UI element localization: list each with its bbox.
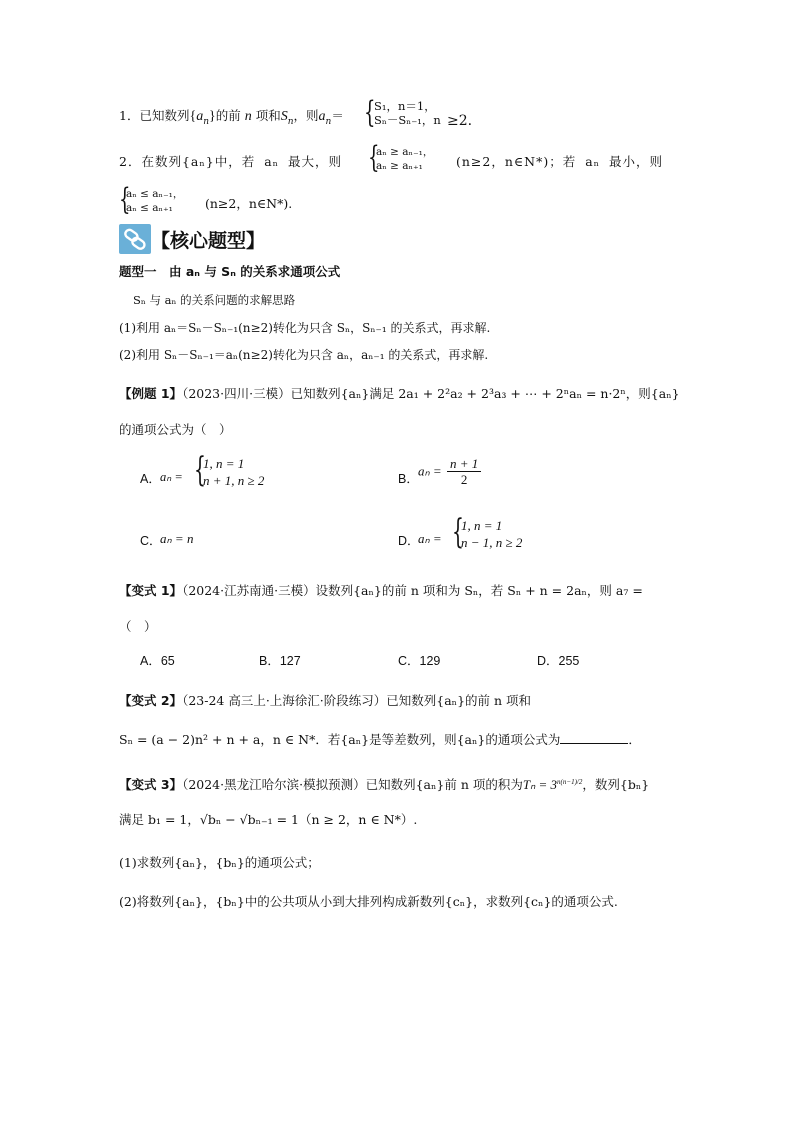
item-1-a-sub: n (325, 117, 332, 127)
var1-text: 设数列{aₙ}的前 n 项和为 Sₙ，若 Sₙ + n = 2aₙ，则 a₇ = (315, 583, 643, 598)
item-2-brace-2: { (119, 182, 131, 217)
var3-text: 已知数列{aₙ}前 n 项的积为 (365, 777, 523, 793)
ex1-option-b-fraction (447, 456, 481, 487)
var3-q2: (2)将数列{aₙ}，{bₙ}中的公共项从小到大排列构成新数列{cₙ}，求数列{cₙ}的通项公式. (119, 894, 618, 909)
ex1-option-a-lhs: aₙ = (160, 470, 183, 484)
item-2-c1: aₙ ≥ aₙ₋₁， (376, 146, 434, 158)
var2-text2a: Sₙ = (a − 2)n² + n + a，n ∈ N*．若{aₙ}是等差数列，则{aₙ}的通项公式为 (119, 732, 561, 747)
var2-line (119, 693, 531, 709)
type1-heading: 题型一 由 aₙ 与 Sₙ 的关系求通项公式 (119, 264, 341, 279)
var2-answer-blank[interactable] (560, 731, 628, 744)
item-1-n: n (244, 109, 252, 124)
var1-label: 【变式 1】 (119, 583, 183, 598)
item-2-cases-2 (126, 187, 183, 215)
var1-text2: （ ） (119, 619, 157, 634)
item-1-mid2: 项和 (255, 108, 281, 123)
item-1-mid: 的前 (215, 108, 241, 123)
item-1-tail: ≥2. (447, 113, 473, 129)
item-1-seq-sub: n (203, 117, 209, 127)
ex1-option-d-cases (461, 517, 522, 551)
var3-text2: 满足 b₁ = 1，√bₙ − √bₙ₋₁ = 1（n ≥ 2，n ∈ N*）. (119, 812, 418, 827)
ex1-option-c-label[interactable]: C． (140, 534, 162, 548)
type1-sub: Sₙ 与 aₙ 的关系问题的求解思路 (133, 293, 296, 307)
ex1-option-a-cases (203, 455, 264, 489)
type1-p1: (1)利用 aₙ＝Sₙ－Sₙ₋₁(n≥2)转化为只含 Sₙ，Sₙ₋₁ 的关系式，再求解. (119, 321, 491, 335)
ex1-source: （2023·四川·三模） (182, 386, 291, 401)
var1-option-c[interactable]: C．129 (398, 654, 441, 668)
var3-label: 【变式 3】 (119, 777, 183, 793)
var2-source: （23-24 高三上·上海徐汇·阶段练习） (182, 693, 387, 708)
var1-option-d[interactable]: D．255 (537, 654, 580, 668)
var2-label: 【变式 2】 (119, 693, 183, 708)
ex1-text2: 的通项公式为（ ） (119, 422, 232, 437)
var1-option-b[interactable]: B．127 (259, 654, 301, 668)
ex1-label: 【例题 1】 (119, 386, 183, 401)
ex1-option-b-numerator: n + 1 (447, 456, 481, 472)
var2-text2b: ． (628, 732, 641, 747)
item-1-case1: S₁，n＝1， (374, 99, 436, 113)
item-1-S-sub: n (287, 117, 294, 127)
var1-option-a[interactable]: A．65 (140, 654, 175, 668)
item-2-cases-1 (376, 145, 433, 173)
item-1-cases (374, 99, 441, 127)
var2-text: 已知数列{aₙ}的前 n 项和 (386, 693, 532, 708)
section-title: 【核心题型】 (151, 230, 266, 252)
item-1-seq-brace-close: } (208, 109, 216, 124)
ex1-option-c-text: aₙ = n (160, 531, 194, 546)
ex1-option-b-label[interactable]: B． (398, 472, 419, 486)
ex1-option-d-case2: n − 1, n ≥ 2 (461, 535, 523, 550)
ex1-option-d-case1: 1, n = 1 (461, 518, 503, 533)
item-1-line (119, 108, 344, 130)
ex1-text: 已知数列{aₙ}满足 2a₁ + 2²a₂ + 2³a₃ + ⋯ + 2ⁿaₙ = n·2ⁿ，则{aₙ} (290, 386, 680, 401)
ex1-option-b-expr (418, 456, 483, 487)
link-icon (119, 224, 151, 254)
var3-line (119, 774, 649, 793)
item-2-cond2: (n≥2，n∈N*). (205, 196, 293, 211)
var3-Tn: Tₙ = 3 (522, 777, 558, 793)
ex1-line (119, 386, 680, 402)
var3-q1: (1)求数列{aₙ}，{bₙ}的通项公式； (119, 855, 320, 870)
ex1-option-d-lhs: aₙ = (418, 531, 442, 546)
var3-source: （2024·黑龙江哈尔滨·模拟预测） (182, 777, 366, 793)
ex1-option-a-brace: { (194, 450, 206, 490)
item-2-c4: aₙ ≤ aₙ₊₁ (126, 202, 173, 214)
var1-source: （2024·江苏南通·三模） (182, 583, 316, 598)
item-1-brace: { (364, 95, 376, 130)
item-1-S: S (280, 109, 288, 124)
ex1-option-a-label[interactable]: A． (140, 472, 161, 486)
item-2-c2: aₙ ≥ aₙ₊₁ (376, 160, 423, 172)
item-1-mid3: ，则 (293, 108, 319, 123)
ex1-option-a-case1: 1, n = 1 (203, 456, 245, 471)
item-1-a: a (318, 109, 326, 124)
link-icon-graphic (119, 224, 151, 254)
item-2-c3: aₙ ≤ aₙ₋₁， (126, 188, 184, 200)
item-1-seq-brace-open: { (189, 109, 197, 124)
item-1-seq-a: a (196, 109, 204, 124)
ex1-option-b-denominator: 2 (460, 472, 468, 487)
var3-exponent: n(n−1)/2 (557, 778, 583, 786)
ex1-option-b-lhs: aₙ = (418, 463, 442, 479)
ex1-option-d-label[interactable]: D． (398, 534, 420, 548)
ex1-option-d-brace: { (452, 512, 464, 552)
item-1-prefix: 1．已知数列 (119, 108, 190, 123)
var1-line (119, 583, 643, 599)
type1-p2: (2)利用 Sₙ－Sₙ₋₁＝aₙ(n≥2)转化为只含 aₙ，aₙ₋₁ 的关系式，再求解. (119, 348, 489, 362)
item-2-brace-1: { (368, 140, 380, 175)
item-1-eq: ＝ (331, 108, 344, 123)
var3-text-end: ，数列{bₙ} (582, 777, 650, 793)
var2-line2 (119, 731, 641, 748)
item-2-cond: (n≥2，n∈N*)；若 aₙ 最小，则 (456, 154, 664, 169)
item-1-case2: Sₙ－Sₙ₋₁，n (374, 113, 441, 127)
ex1-option-a-case2: n + 1, n ≥ 2 (203, 473, 265, 488)
item-2-text1: 2．在数列{aₙ}中，若 aₙ 最大，则 (119, 154, 343, 169)
